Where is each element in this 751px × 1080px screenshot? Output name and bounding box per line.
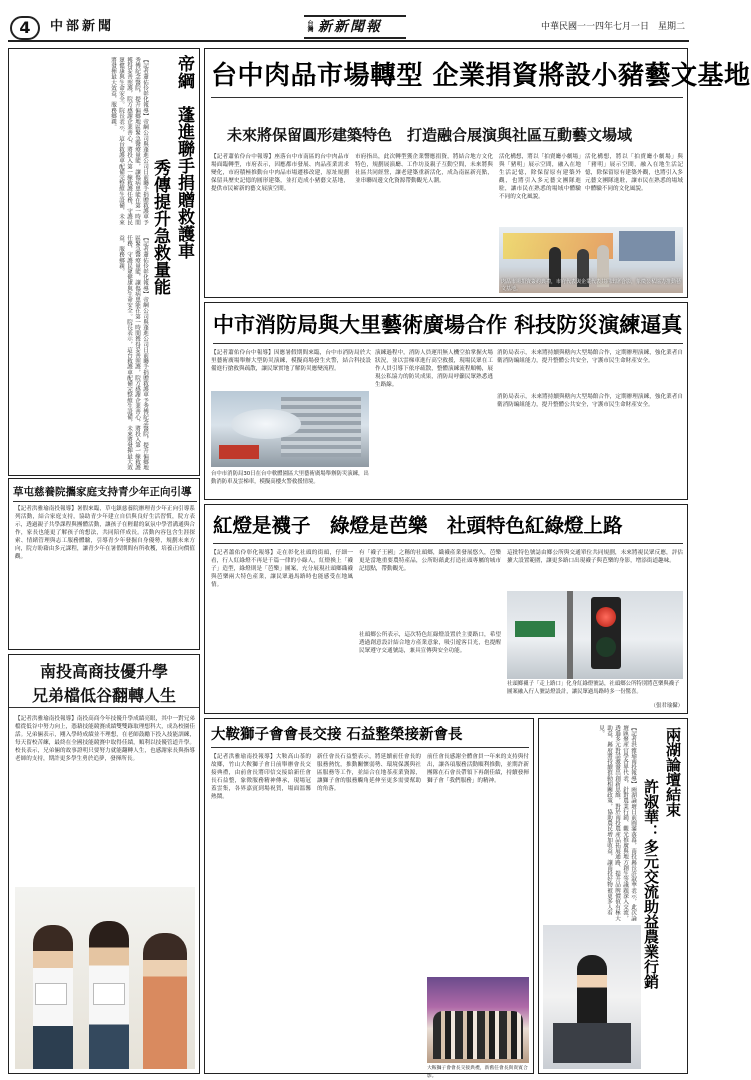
story-body: 社頭鄉公所表示，這次特色紅綠燈設置於主要路口，希望透過創意設計結合地方產業意象，吸引遊客目光，也提醒民眾遵守交通號誌，兼具宣傳與安全功能。	[359, 632, 501, 654]
story-lions-club	[204, 718, 534, 1079]
group-figures	[433, 1011, 523, 1059]
podium-graphic	[553, 1023, 631, 1063]
story-headline: 南投高商技優升學	[39, 662, 168, 681]
section-name: 中部新聞	[50, 19, 115, 34]
red-sock-light	[596, 607, 616, 627]
screen-graphic	[619, 231, 675, 261]
story-headline: 兩湖論壇結束	[664, 727, 682, 817]
fire-truck-graphic	[219, 445, 259, 459]
green-guava-light	[596, 637, 616, 657]
story-body: 前任會長感謝全體會員一年來的支持與付出，讓各項服務活動順利推動，並期許新團隊在石會長帶領下再創佳績，持續發揮獅子會「我們服務」的精神。	[427, 754, 529, 784]
story-headline: 秀傳提升急救量能	[150, 159, 170, 295]
story-body: 這批特色號誌由鄉公所與交通單位共同規劃，未來將視民眾反應，評估擴大設置範圍，讓更多路口出現襪子與芭樂的身影，增添街道趣味。	[507, 550, 683, 564]
story-body: 市府指出，此次轉型獲企業響應捐資，將結合地方文化特色，規劃展演廳、工作坊及親子互動空間，未來將與社區共同經營，讓老建築重新活化，成為南區新亮點，並串聯周邊文化資源帶動觀光人潮。	[355, 154, 493, 184]
story-body: 消防局表示，未來將持續與轄內大型場館合作，定期辦理演練，強化業者自衛消防編組能力，提升整體公共安全，守護市民生命財產安全。	[497, 350, 683, 364]
story-brothers-upgrade	[8, 654, 200, 1074]
traffic-light-photo	[507, 591, 683, 679]
story-body: 消防局表示，未來將持續與轄內大型場館合作，定期辦理演練，強化業者自衛消防編組能力，提升整體公共安全，守護市民生命財產安全。	[497, 394, 683, 408]
story-youth-guidance	[8, 478, 200, 650]
story-body: 【記者洪雅瑜南投報導】南投高商今年技優升學成績亮眼，其中一對兄弟檔從低谷中努力向上，憑藉技能競賽成績雙雙錄取理想科大，成為校園佳話。兄弟倆表示，剛入學時成績並不理想，在老師鼓勵下投入技能訓練，每天留校苦練，最終在全國技能競賽中取得佳績，順利以技優管道升學。校長表示，兄弟倆的故事證明只要努力就能翻轉人生，也感謝家長與指導老師的支持，期許更多學生勇於追夢，發揮所長。	[15, 716, 195, 762]
certificate-graphic	[35, 983, 67, 1005]
photo-caption: 台中市消防局30日在台中軟體園區大里藝術廣場舉辦防災演練，出動消防車及雲梯車，模擬高樓火警救援情境。	[211, 471, 369, 485]
story-headline: 中市消防局與大里藝術廣場合作 科技防災演練逼真	[213, 307, 683, 344]
story-body: 【記者蕭佑伶彰化報導】帝綱公司與蓬進公司日前聯手捐贈救護車予秀傳紀念醫院，提升偏鄉地區緊急醫療量能，讓傷病患能在第一時間獲得妥善照護，院方感謝企業善心，將投入第一線救護任務，守護民眾健康與生命安全。院長表示，這台救護車配備完整維生設備，未來將發揮最大效益，服務鄉親。	[110, 57, 148, 225]
forum-photo	[543, 925, 641, 1069]
issue-date: 中華民國一一四年七月一日 星期二	[540, 22, 685, 32]
photo-caption: 社頭鄉襪子「走上路口」化身紅綠燈號誌，社頭鄉公所特別將芭樂與襪子圖案融入行人號誌燈設計，讓民眾過馬路時多一份驚喜。	[507, 681, 680, 695]
students-photo	[15, 887, 195, 1069]
story-traffic-lights	[204, 504, 688, 714]
story-fire-drill	[204, 302, 688, 500]
story-headline: 許淑華：多元交流助益農業行銷	[642, 779, 660, 989]
story-body: 【記者蕭佑伶台中報導】座落台中市南區的台中肉品市場面臨轉型，市府表示，因應都市發展、肉品產業需求變化，市府積極推動台中肉品市場遷移改建，原址規劃保留具歷史記憶的圓形建築，並打造成小豬藝文基地，提供市民嶄新的藝文展演空間。	[211, 154, 349, 192]
story-subheadline: 未來將保留圓形建築特色 打造融合展演與社區互動藝文場域	[227, 126, 633, 144]
story-body: 活化構想，將以「拍賣廳小劇場」與「豬明」展示空間，融入在地生活記憶，除保留原有建築外觀，也將引入多元藝文團隊進駐，讓市民在熟悉的場域中體驗不同的文化風貌。	[499, 154, 581, 200]
story-body: 活化構想，將以「拍賣廳小劇場」與「豬明」展示空間，融入在地生活記憶，除保留原有建築外觀，也將引入多元藝文團隊進駐，讓市民在熟悉的場域中體驗不同的文化風貌。	[585, 154, 683, 192]
story-ambulance-donation	[8, 48, 200, 476]
story-body: 新任會長石益整表示，將延續前任會長的服務熱忱，推動關懷弱勢、環境保護與社區服務等工作，並結合在地茶產業資源，讓獅子會的服務觸角延伸至更多需要幫助的角落。	[317, 754, 421, 792]
story-body: 演練過程中，消防人員運用無人機空拍掌握火場狀況，並以雲梯車進行高空救援，現場民眾在工作人員引導下依序疏散，整體演練流程順暢，展現公私協力的防災成果，消防局呼籲民眾熟悉逃生路線。	[375, 350, 493, 388]
story-headline: 台中肉品市場轉型 企業捐資將設小豬藝文基地	[211, 55, 683, 98]
certificate-graphic	[93, 983, 125, 1005]
page-header	[8, 14, 689, 42]
masthead-logo	[304, 15, 406, 39]
lions-club-photo	[427, 977, 529, 1063]
story-body: 【記者蕭佑伶彰化報導】帝綱公司與蓬進公司日前聯手捐贈救護車予秀傳紀念醫院，提升偏鄉地區緊急醫療量能，讓傷病患能在第一時間獲得妥善照護，院方感謝企業善心，將投入第一線救護任務，守護民眾健康與生命安全。院長表示，這台救護車配備完整維生設備，未來將發揮最大效益，服務鄉親。	[118, 235, 148, 471]
story-body: 有「襪子王國」之稱的社頭鄉，織襪產業發展悠久，芭樂更是當地重要農特產品，公所盼藉此打造社頭專屬的城市記憶點，帶動觀光。	[359, 550, 501, 572]
page-number-badge: 4	[10, 16, 40, 40]
story-headline: 帝綱 蓬進聯手捐贈救護車	[174, 55, 194, 259]
story-headline: 紅燈是襪子 綠燈是芭樂 社頭特色紅綠燈上路	[213, 509, 683, 544]
story-headline: 大鞍獅子會會長交接 石益整榮接新會長	[211, 723, 529, 748]
story-body: 【記者蕭佑伶台中報導】因應暑假期間來臨，台中市消防局於大里藝術廣場舉辦大型防災演練，模擬商場發生火警，結合科技設備進行搶救與疏散，讓民眾實地了解防災應變流程。	[211, 350, 371, 372]
story-lake-forum	[538, 718, 688, 1074]
water-spray-graphic	[231, 409, 301, 439]
fire-drill-photo	[211, 391, 369, 467]
story-headline: 草屯慈養院攜家庭支持青少年正向引導	[13, 483, 197, 502]
photo-caption: 大鞍獅子會會長交接典禮，新舊任會長與貴賓合影。	[427, 1066, 528, 1079]
photo-caption: 肉品市場捐資簽約典禮，市府代表與企業代表共同出席合影，象徵公私協力推動藝文基地。	[501, 279, 682, 292]
photo-credit: （張君瑜攝）	[650, 703, 683, 709]
event-photo	[499, 227, 683, 293]
street-sign	[515, 621, 555, 637]
story-body: 【記者洪雅瑜南投報導】兩湖論壇日前圓滿落幕，南投縣長許淑華表示，此次論壇匯聚產官學各界代表，針對農業行銷、觀光推廣與地方創生等議題深入交流，透過多元對話激盪出創新思維，對於南投農產品拓展通路、提升品牌價值有極大助益，縣府將持續推動相關政策，協助農民增加收益，讓南投好物被更多人看見。	[598, 725, 636, 921]
teacher-figure	[143, 933, 187, 1069]
signal-pole	[567, 591, 573, 679]
story-meat-market	[204, 48, 751, 298]
story-body: 【記者洪雅瑜南投報導】暑假來臨，草屯鎮慈養院辦理青少年正向引導系列活動，結合家庭支持，協助青少年建立自信與良好生活習慣，院方表示，透過親子共學課程與團體活動，讓孩子在輕鬆的氣氛中學習溝通與合作，家長也能更了解孩子的想法，共同陪伴成長。活動內容包含生涯探索、情緒管理與志工服務體驗，引導青少年發掘自身優勢，規劃未來方向，院方盼藉由多元課程，讓青少年在暑假期間有所收穫，培養正向價值觀。	[15, 506, 195, 560]
story-body: 【記者蕭佑伶彰化報導】走在彰化社頭的街頭，仔細一看，行人紅綠燈不再是千篇一律的小綠人，紅燈換上「襪子」造型，綠燈則是「芭樂」圖案，充分展現社頭鄉織襪與芭樂兩大特色產業，讓民眾過馬路時也能感受在地風情。	[211, 550, 353, 588]
masthead-name: 新新聞報	[318, 19, 382, 35]
masthead-small: 台灣	[306, 20, 313, 32]
signal-housing	[591, 597, 621, 669]
story-headline: 兄弟檔低谷翻轉人生	[9, 685, 199, 708]
story-body: 【記者洪雅瑜南投報導】大鞍高山茶的故鄉，竹山大鞍獅子會日前舉辦會長交接典禮，由前會長將印信交接給新任會長石益整，象徵服務精神傳承，現場冠蓋雲集，各界嘉賓到場祝賀，場面溫馨熱鬧。	[211, 754, 311, 800]
